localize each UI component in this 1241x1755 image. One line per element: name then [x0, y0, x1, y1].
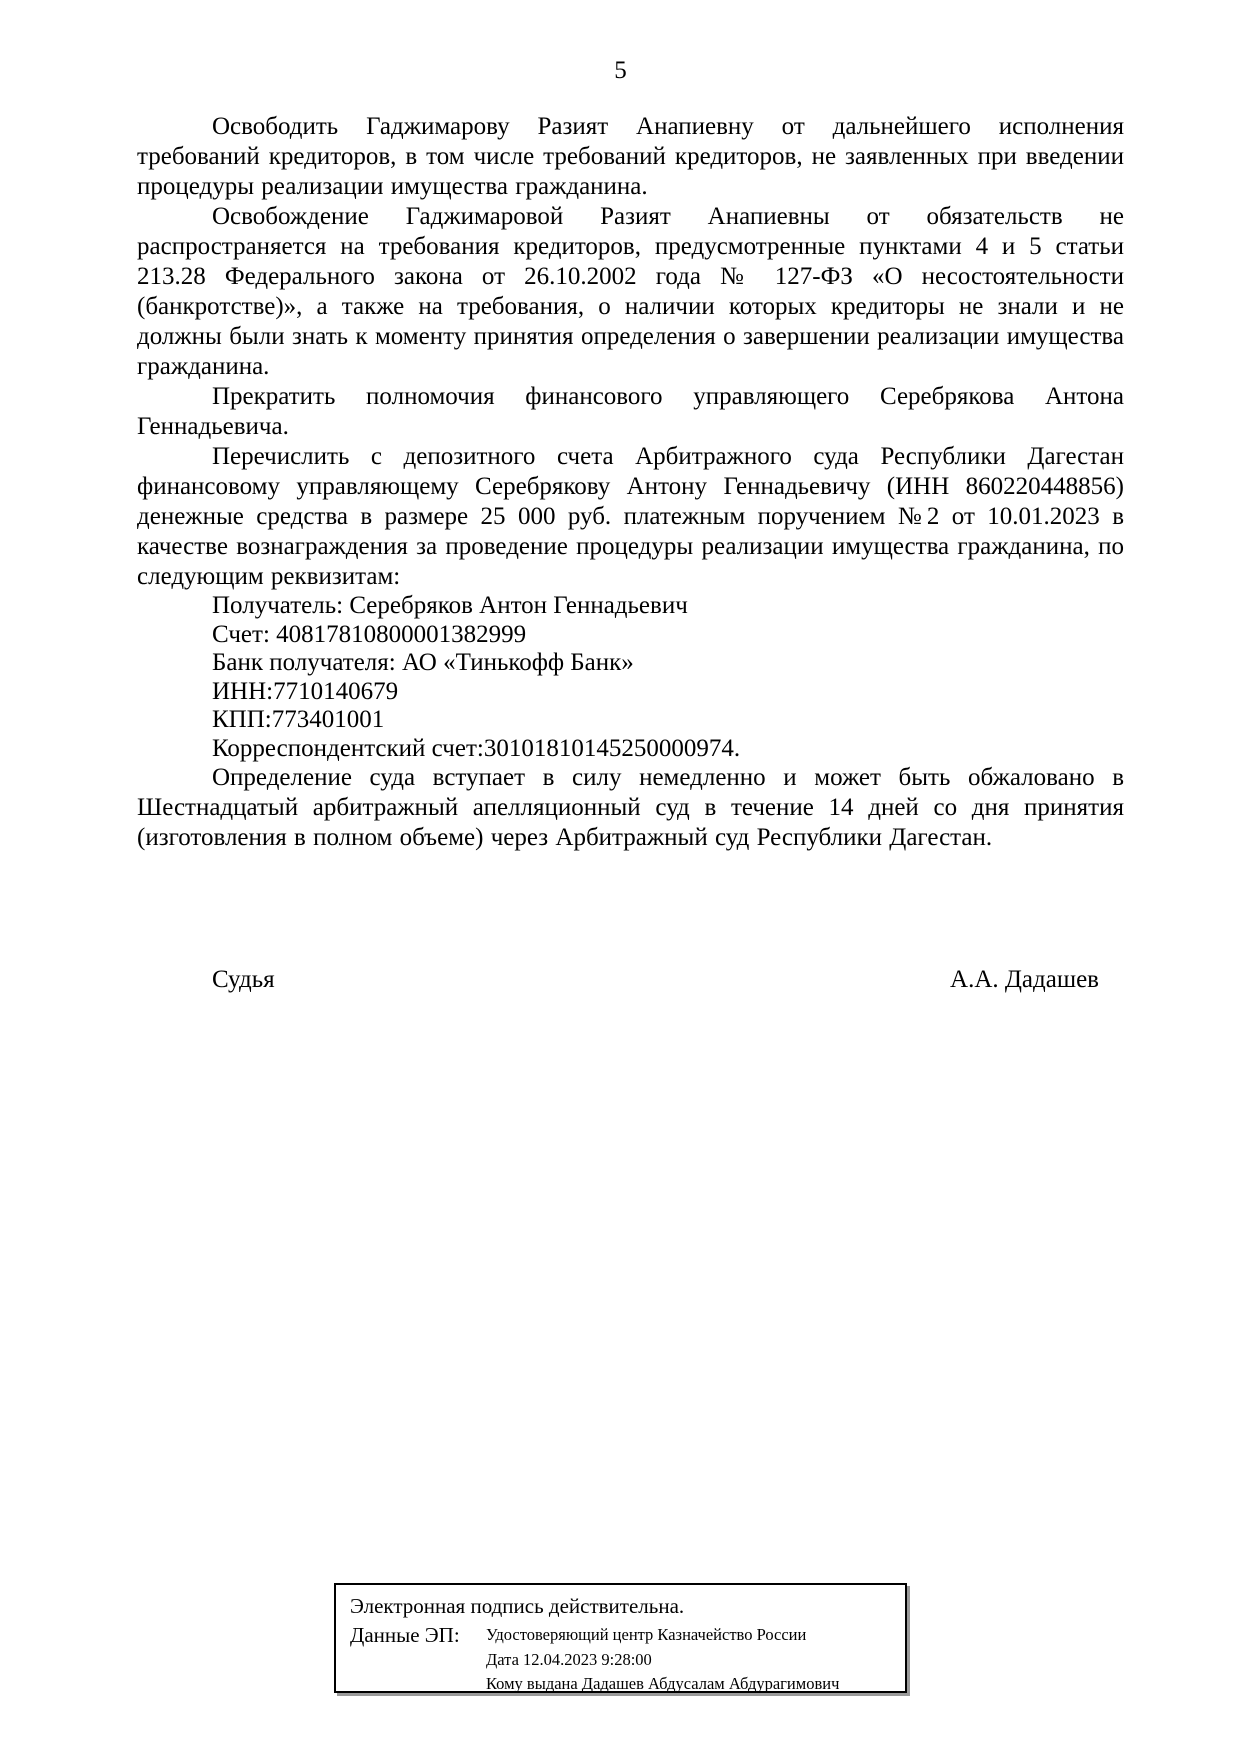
esignature-date: Дата 12.04.2023 9:28:00: [486, 1649, 652, 1669]
electronic-signature-stamp: [334, 1583, 907, 1693]
requisite-account-number: Счет: 40817810800001382999: [212, 620, 527, 648]
requisite-correspondent-account: Корреспондентский счет:30101810145250000974.: [212, 734, 741, 762]
paragraph-terminate-manager: Прекратить полномочия финансового управляющего Серебрякова Антона Геннадьевича.: [137, 383, 1124, 440]
esignature-data-row: [350, 1623, 891, 1697]
judge-name: А.А. Дадашев: [950, 966, 1099, 993]
payment-requisites: [137, 592, 1124, 763]
esignature-valid-text: Электронная подпись действительна.: [350, 1594, 685, 1618]
paragraph-payment-order: Перечислить с депозитного счета Арбитражного суда Республики Дагестан финансовому управляющему Серебрякову Антону Геннадьевичу (ИНН 860220448856) денежные средства в размере 25 000 руб. платежным поручением №2 от 10.01.2023 в качестве вознаграждения за проведение процедуры реализации имущества гражданина, по следующим реквизитам:: [137, 443, 1124, 590]
signature-row: [137, 965, 1124, 995]
requisite-recipient: Получатель: Серебряков Антон Геннадьевич: [212, 592, 688, 619]
judge-role-label: Судья: [212, 966, 275, 993]
esignature-authority: Удостоверяющий центр Казначейство России: [486, 1625, 807, 1644]
page-number: 5: [614, 57, 627, 84]
document-body: [137, 112, 1124, 995]
requisite-recipient-bank: Банк получателя: АО «Тинькофф Банк»: [212, 649, 634, 676]
esignature-issued-to: Кому выдана Дадашев Абдусалам Абдурагимович: [486, 1674, 840, 1693]
paragraph-debt-release: Освободить Гаджимарову Разият Анапиевну от дальнейшего исполнения требований кредиторов, в том числе требований кредиторов, не заявленных при введении процедуры реализации имущества гражданина.: [137, 113, 1124, 200]
paragraph-appeal-terms: Определение суда вступает в силу немедленно и может быть обжаловано в Шестнадцатый арбитражный апелляционный суд в течение 14 дней со дня принятия (изготовления в полном объеме) через Арбитражный суд Республики Дагестан.: [137, 764, 1124, 851]
requisite-kpp: КПП:773401001: [212, 706, 385, 733]
esignature-data-label: Данные ЭП:: [350, 1623, 460, 1647]
paragraph-release-exceptions: Освобождение Гаджимаровой Разият Анапиевны от обязательств не распространяется на требования кредиторов, предусмотренные пунктами 4 и 5 статьи 213.28 Федерального закона от 26.10.2002 года № 127-ФЗ «О несостоятельности (банкротстве)», а также на требования, о наличии которых кредиторы не знали и не должны были знать к моменту принятия определения о завершении реализации имущества гражданина.: [137, 203, 1124, 380]
requisite-inn: ИНН:7710140679: [212, 677, 399, 705]
esignature-details: [486, 1623, 839, 1697]
